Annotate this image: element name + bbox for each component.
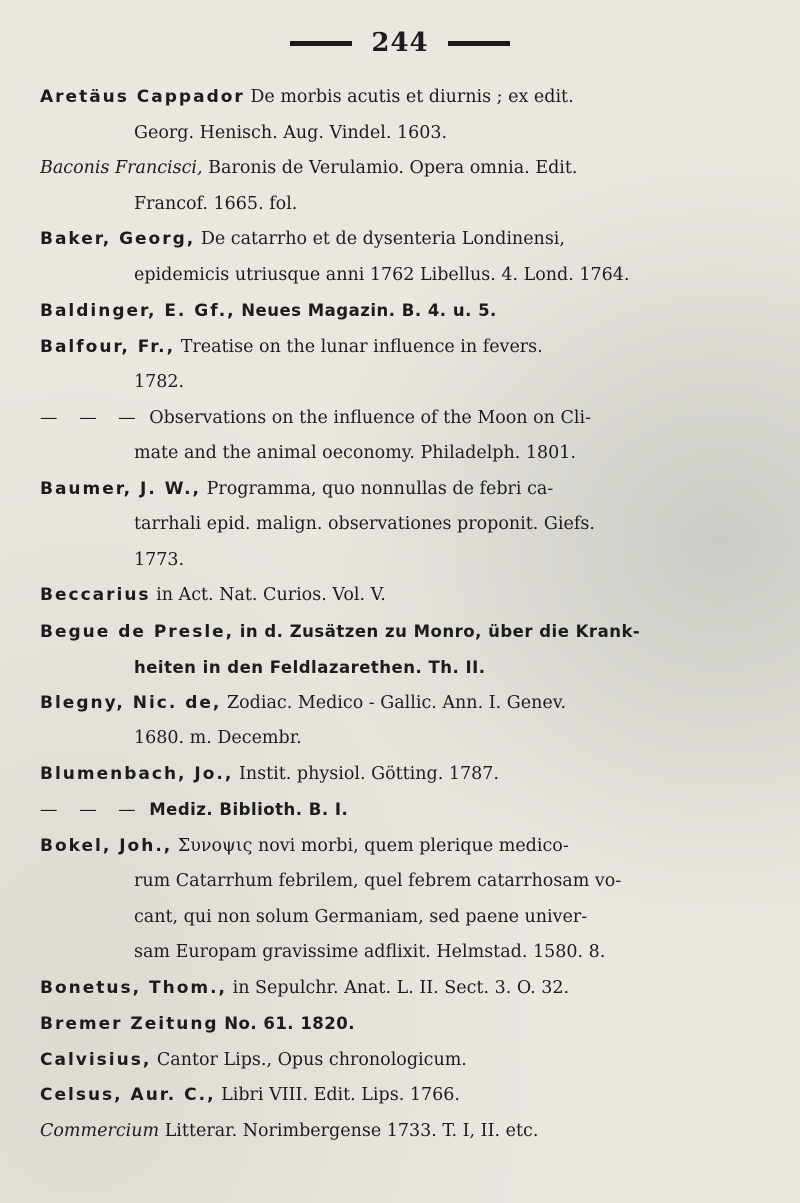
entry-text: Georg. Henisch. Aug. Vindel. 1603. xyxy=(134,122,448,143)
list-item xyxy=(40,80,770,151)
list-item xyxy=(40,1114,770,1150)
header-rule-right xyxy=(448,41,510,46)
entry-text: 1773. xyxy=(134,549,185,570)
entry-author: Bokel, Joh., xyxy=(40,835,173,856)
ditto-dash: — — — xyxy=(40,407,144,428)
entry-author: Blumenbach, Jo., xyxy=(40,763,234,784)
entry-author: Balfour, Fr., xyxy=(40,336,176,357)
entry-author: Baumer, J. W., xyxy=(40,478,202,499)
entry-text: 1782. xyxy=(134,372,185,392)
list-item xyxy=(40,757,770,793)
entry-author: Aretäus Cappador xyxy=(40,87,245,107)
entry-text: epidemicis utriusque anni 1762 Libellus. 4. Lond. 1764. xyxy=(134,264,630,285)
entry-author: Baldinger, E. Gf., xyxy=(40,301,236,321)
list-item xyxy=(40,578,770,614)
list-item xyxy=(40,472,770,579)
entry-text: Zodiac. Medico - Gallic. Ann. I. Genev. xyxy=(226,692,567,713)
entry-author: Begue de Presle, xyxy=(40,621,235,642)
ditto-dash: — — — xyxy=(40,800,144,820)
entry-text: Instit. physiol. Götting. 1787. xyxy=(238,763,499,784)
list-item xyxy=(40,151,770,222)
list-item xyxy=(40,330,770,401)
list-item xyxy=(40,971,770,1007)
header-rule-left xyxy=(290,41,352,46)
list-item xyxy=(40,829,770,971)
entry-author: Bonetus, Thom., xyxy=(40,977,228,998)
entry-text: Συνοψις novi morbi, quem plerique medico- xyxy=(177,835,569,856)
list-item xyxy=(40,792,770,829)
entry-text: Libri VIII. Edit. Lips. 1766. xyxy=(221,1085,460,1105)
entry-text: Neues Magazin. B. 4. u. 5. xyxy=(241,301,497,320)
entry-text: Baronis de Verulamio. Opera omnia. Edit. xyxy=(208,158,578,178)
entry-author: Celsus, Aur. C., xyxy=(40,1085,216,1105)
list-item xyxy=(40,1078,770,1114)
entry-text: Mediz. Biblioth. B. I. xyxy=(149,800,349,819)
entry-text: De morbis acutis et diurnis ; ex edit. xyxy=(250,87,574,107)
entry-text: De catarrho et de dysenteria Londinensi, xyxy=(200,229,565,249)
entry-text: 1680. m. Decembr. xyxy=(134,728,302,748)
entry-text: in Sepulchr. Anat. L. II. Sect. 3. O. 32. xyxy=(232,977,570,998)
entry-text: cant, qui non solum Germaniam, sed paene univer- xyxy=(134,906,588,927)
list-item xyxy=(40,222,770,293)
list-item xyxy=(40,401,770,472)
entry-author: Baker, Georg, xyxy=(40,229,196,249)
entry-text: in Act. Nat. Curios. Vol. V. xyxy=(156,585,386,605)
list-item xyxy=(40,1006,770,1043)
entry-author: Baconis Francisci, xyxy=(40,158,203,178)
page-number: 244 xyxy=(371,28,429,58)
entry-author: Beccarius xyxy=(40,585,151,605)
entry-text: in d. Zusätzen zu Monro, über die Krank- xyxy=(239,621,641,641)
entry-text: Treatise on the lunar influence in fevers. xyxy=(180,336,543,357)
entry-author: Commercium xyxy=(40,1120,160,1141)
entry-text: rum Catarrhum febrilem, quel febrem catarrhosam vo- xyxy=(134,871,622,891)
entry-text: Observations on the influence of the Moon on Cli- xyxy=(149,407,592,428)
entry-text: Francof. 1665. fol. xyxy=(134,193,298,214)
entry-text: tarrhali epid. malign. observationes proponit. Giefs. xyxy=(134,514,595,534)
bibliography-list xyxy=(40,80,770,1149)
entry-text: sam Europam gravissime adflixit. Helmstad. 1580. 8. xyxy=(134,942,606,962)
entry-author: Calvisius, xyxy=(40,1049,152,1070)
list-item xyxy=(40,614,770,686)
entry-text: mate and the animal oeconomy. Philadelph. 1801. xyxy=(134,443,577,463)
list-item xyxy=(40,1043,770,1079)
entry-author: Bremer Zeitung xyxy=(40,1014,219,1034)
entry-author: Blegny, Nic. de, xyxy=(40,692,222,713)
entry-text: No. 61. 1820. xyxy=(224,1014,356,1033)
list-item xyxy=(40,293,770,330)
entry-text: Programma, quo nonnullas de febri ca- xyxy=(206,478,554,499)
list-item xyxy=(40,686,770,757)
page-header xyxy=(0,28,800,68)
entry-text: Litterar. Norimbergense 1733. T. I, II. etc. xyxy=(164,1120,539,1141)
entry-text: Cantor Lips., Opus chronologicum. xyxy=(156,1049,467,1070)
entry-text: heiten in den Feldlazarethen. Th. II. xyxy=(134,658,486,677)
